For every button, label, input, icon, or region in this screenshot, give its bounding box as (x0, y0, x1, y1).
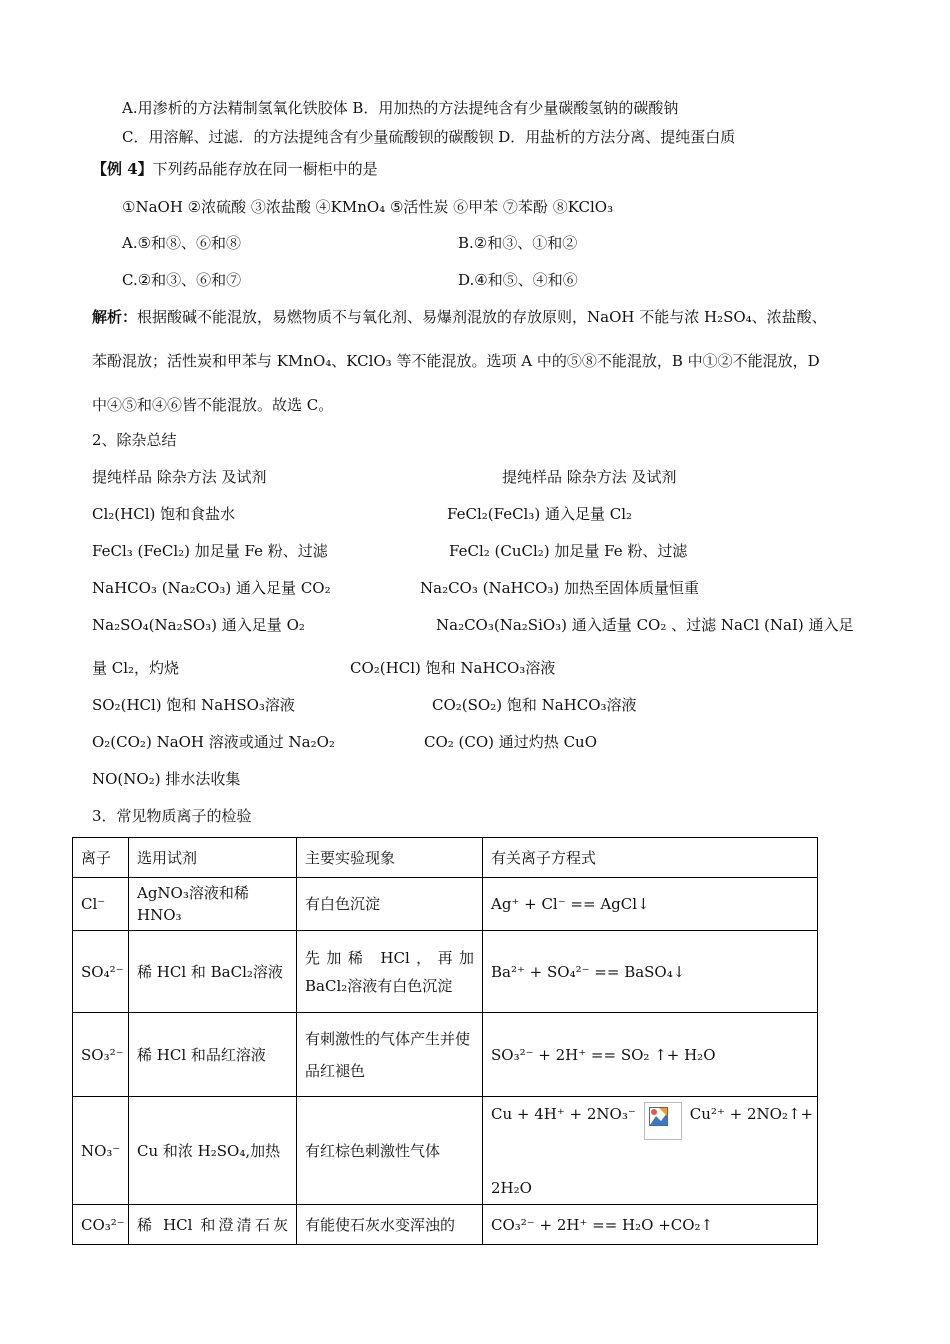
reagent-cell: AgNO₃溶液和稀 HNO₃ (129, 878, 297, 931)
reagent-cell: 稀 HCl 和品红溶液 (129, 1013, 297, 1097)
phenomenon-cell: 有白色沉淀 (297, 878, 483, 931)
purify-header-left: 提纯样品 除杂方法 及试剂 (92, 468, 267, 486)
purify-row-4-right: Na₂CO₃(Na₂SiO₃) 通入适量 CO₂ 、过滤 NaCl (NaI) 通入足 (436, 616, 854, 634)
purify-row-2-right: FeCl₂ (CuCl₂) 加足量 Fe 粉、过滤 (449, 542, 688, 560)
ion-cell: SO₃²⁻ (73, 1013, 129, 1097)
reagent-cell: 稀 HCl 和 BaCl₂溶液 (129, 931, 297, 1013)
purify-header-right: 提纯样品 除杂方法 及试剂 (502, 468, 677, 486)
analysis-line-3: 中④⑤和④⑥皆不能混放。故选 C。 (92, 396, 334, 414)
equation-cell: Ba²⁺ + SO₄²⁻ == BaSO₄↓ (483, 931, 818, 1013)
option-b: B.②和③、①和② (458, 234, 578, 252)
phenomenon-cell: 有刺激性的气体产生并使品红褪色 (297, 1013, 483, 1097)
purify-row-5-left: 量 Cl₂，灼烧 (92, 659, 180, 677)
option-line-cd: C．用溶解、过滤．的方法提纯含有少量硫酸钡的碳酸钡 D．用盐析的方法分离、提纯蛋白质 (122, 128, 736, 146)
purify-row-3-left: NaHCO₃ (Na₂CO₃) 通入足量 CO₂ (92, 579, 331, 597)
broken-image-icon (644, 1102, 682, 1140)
example-4-question: 下列药品能存放在同一橱柜中的是 (152, 160, 378, 178)
ion-test-table (72, 837, 818, 1245)
option-d: D.④和⑤、④和⑥ (458, 271, 578, 289)
phenomenon-cell: 先加稀 HCl，再加 BaCl₂溶液有白色沉淀 (297, 931, 483, 1013)
reagent-cell: 稀 HCl 和澄清石灰 (129, 1205, 297, 1245)
header-phenomenon: 主要实验现象 (297, 838, 483, 878)
purify-row-4-left: Na₂SO₄(Na₂SO₃) 通入足量 O₂ (92, 616, 305, 634)
purify-row-6-right: CO₂(SO₂) 饱和 NaHCO₃溶液 (432, 696, 637, 714)
ion-cell: Cl⁻ (73, 878, 129, 931)
option-line-ab: A.用渗析的方法精制氢氧化铁胶体 B．用加热的方法提纯含有少量碳酸氢钠的碳酸钠 (122, 99, 679, 117)
table-row (73, 931, 818, 1013)
ion-cell: CO₃²⁻ (73, 1205, 129, 1245)
equation-cell (483, 1097, 818, 1205)
header-equation: 有关离子方程式 (483, 838, 818, 878)
ion-cell: SO₄²⁻ (73, 931, 129, 1013)
equation-cell: CO₃²⁻ + 2H⁺ == H₂O +CO₂↑ (483, 1205, 818, 1245)
section-2-title: 2、除杂总结 (92, 431, 177, 449)
analysis-line-1 (92, 307, 827, 327)
table-row (73, 878, 818, 931)
purify-row-8-left: NO(NO₂) 排水法收集 (92, 770, 241, 788)
purify-row-5-right: CO₂(HCl) 饱和 NaHCO₃溶液 (350, 659, 556, 677)
phenomenon-cell: 有红棕色刺激性气体 (297, 1097, 483, 1205)
analysis-text-1: 根据酸碱不能混放，易燃物质不与氧化剂、易爆剂混放的存放原则，NaOH 不能与浓 H₂SO₄、浓盐酸、 (137, 308, 827, 326)
phenomenon-cell: 有能使石灰水变浑浊的 (297, 1205, 483, 1245)
header-ion: 离子 (73, 838, 129, 878)
ion-cell: NO₃⁻ (73, 1097, 129, 1205)
purify-row-7-right: CO₂ (CO) 通过灼热 CuO (424, 733, 598, 751)
purify-row-6-left: SO₂(HCl) 饱和 NaHSO₃溶液 (92, 696, 295, 714)
example-4-tag: 【例 4】 (92, 160, 153, 178)
reagent-cell: Cu 和浓 H₂SO₄,加热 (129, 1097, 297, 1205)
option-c: C.②和③、⑥和⑦ (122, 271, 242, 289)
purify-row-7-left: O₂(CO₂) NaOH 溶液或通过 Na₂O₂ (92, 733, 335, 751)
analysis-line-2: 苯酚混放；活性炭和甲苯与 KMnO₄、KClO₃ 等不能混放。选项 A 中的⑤⑧不能混放，B 中①②不能混放，D (92, 352, 820, 370)
analysis-label: 解析： (92, 308, 138, 326)
section-3-title: 3．常见物质离子的检验 (92, 807, 252, 825)
header-reagent: 选用试剂 (129, 838, 297, 878)
example-4-items: ①NaOH ②浓硫酸 ③浓盐酸 ④KMnO₄ ⑤活性炭 ⑥甲苯 ⑦苯酚 ⑧KClO₃ (122, 198, 614, 216)
equation-left: Cu + 4H⁺ + 2NO₃⁻ (491, 1104, 636, 1123)
purify-row-2-left: FeCl₃ (FeCl₂) 加足量 Fe 粉、过滤 (92, 542, 328, 560)
option-a: A.⑤和⑧、⑥和⑧ (122, 234, 242, 252)
equation-cell: Ag⁺ + Cl⁻ == AgCl↓ (483, 878, 818, 931)
equation-cell: SO₃²⁻ + 2H⁺ == SO₂ ↑+ H₂O (483, 1013, 818, 1097)
table-header-row (73, 838, 818, 878)
purify-row-3-right: Na₂CO₃ (NaHCO₃) 加热至固体质量恒重 (420, 579, 700, 597)
example-4-heading (92, 159, 378, 179)
purify-row-1-right: FeCl₂(FeCl₃) 通入足量 Cl₂ (447, 505, 633, 523)
purify-row-1-left: Cl₂(HCl) 饱和食盐水 (92, 505, 236, 523)
table-row (73, 1205, 818, 1245)
equation-continuation: 2H₂O (491, 1178, 532, 1197)
table-row (73, 1097, 818, 1205)
table-row (73, 1013, 818, 1097)
equation-right: Cu²⁺ + 2NO₂↑+ (689, 1104, 814, 1123)
